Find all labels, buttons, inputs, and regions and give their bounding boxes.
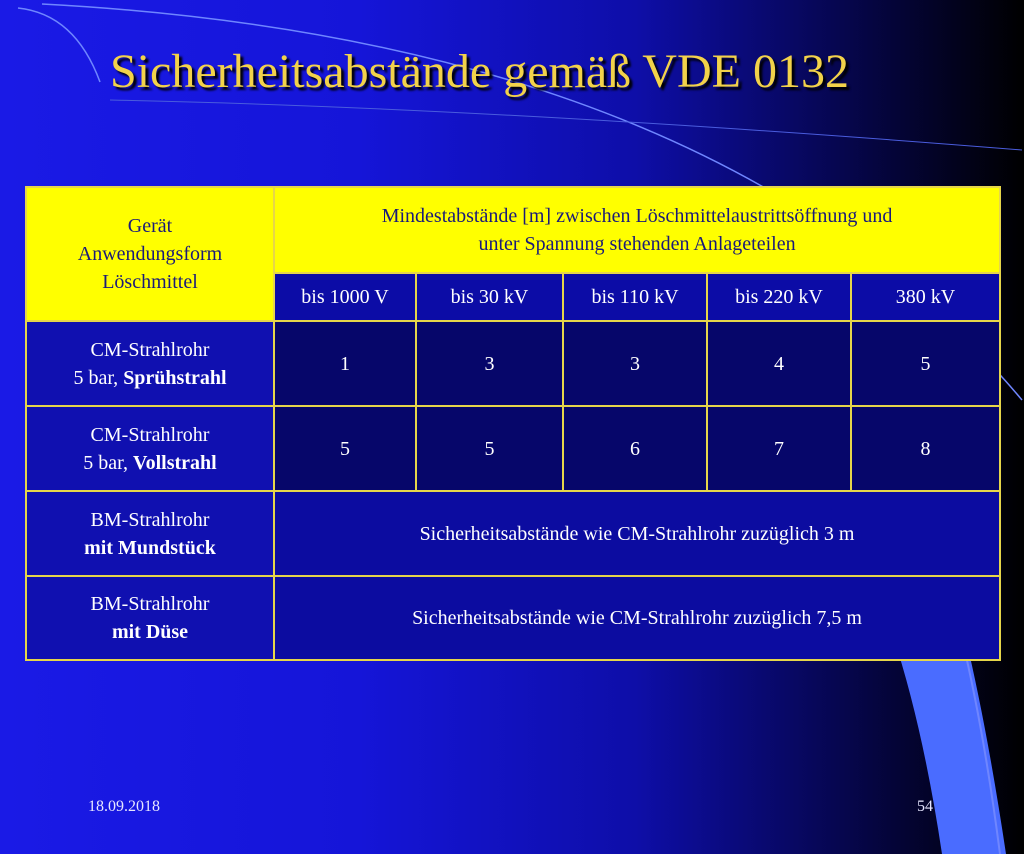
row-label-line <box>31 618 269 646</box>
row-label-line <box>31 534 269 562</box>
merged-note-cell: Sicherheitsabstände wie CM-Strahlrohr zuzüglich 7,5 m <box>274 576 1000 660</box>
distance-value-cell: 3 <box>416 321 563 406</box>
table-header-row <box>26 187 1000 273</box>
row-label-cell <box>26 491 274 576</box>
distance-value-cell: 1 <box>274 321 416 406</box>
slide-title: Sicherheitsabstände gemäß VDE 0132 <box>110 45 849 98</box>
table-row <box>26 321 1000 406</box>
group-header-line: Mindestabstände [m] zwischen Löschmittelaustrittsöffnung und <box>381 205 893 227</box>
distance-value-cell: 3 <box>563 321 707 406</box>
row-label-cell <box>26 406 274 491</box>
page-number: 54 <box>917 798 933 815</box>
distance-value-cell: 5 <box>851 321 1000 406</box>
row-label-bold: Vollstrahl <box>133 451 217 474</box>
arc-line-under-title <box>110 100 1022 150</box>
row-label-cell <box>26 321 274 406</box>
row-label-bold: mit Düse <box>111 621 189 643</box>
voltage-header-cell: bis 220 kV <box>707 273 851 321</box>
row-label-prefix: 5 bar, <box>73 366 124 389</box>
header-line-agent: Löschmittel <box>102 271 198 293</box>
voltage-header-cell: bis 1000 V <box>274 273 416 321</box>
row-label-line: CM-Strahlrohr <box>90 338 210 361</box>
corner-header-cell <box>26 187 274 321</box>
merged-note-cell: Sicherheitsabstände wie CM-Strahlrohr zuzüglich 3 m <box>274 491 1000 576</box>
voltage-header-cell: 380 kV <box>851 273 1000 321</box>
row-label-line: BM-Strahlrohr <box>90 508 210 531</box>
table-row <box>26 406 1000 491</box>
row-label-bold: Sprühstrahl <box>123 366 227 389</box>
group-header-line: unter Spannung stehenden Anlageteilen <box>478 233 796 255</box>
table-row <box>26 491 1000 576</box>
voltage-header-cell: bis 110 kV <box>563 273 707 321</box>
row-label-prefix: 5 bar, <box>83 451 133 474</box>
distance-value-cell: 5 <box>274 406 416 491</box>
row-label-line: BM-Strahlrohr <box>90 593 210 615</box>
row-label-line: CM-Strahlrohr <box>90 423 210 446</box>
arc-line-left <box>18 8 100 82</box>
row-label-bold: mit Mundstück <box>84 536 216 559</box>
row-label-cell <box>26 576 274 660</box>
table-row <box>26 576 1000 660</box>
distance-value-cell: 8 <box>851 406 1000 491</box>
header-line-device: Gerät <box>127 215 173 237</box>
safety-distance-table <box>25 186 1001 661</box>
header-line-usage: Anwendungsform <box>77 243 223 265</box>
footer-date: 18.09.2018 <box>88 798 160 815</box>
distance-value-cell: 6 <box>563 406 707 491</box>
row-label-line <box>31 449 269 477</box>
distance-value-cell: 7 <box>707 406 851 491</box>
distance-value-cell: 5 <box>416 406 563 491</box>
row-label-line <box>31 364 269 392</box>
distance-value-cell: 4 <box>707 321 851 406</box>
voltage-header-cell: bis 30 kV <box>416 273 563 321</box>
group-header-cell <box>274 187 1000 273</box>
